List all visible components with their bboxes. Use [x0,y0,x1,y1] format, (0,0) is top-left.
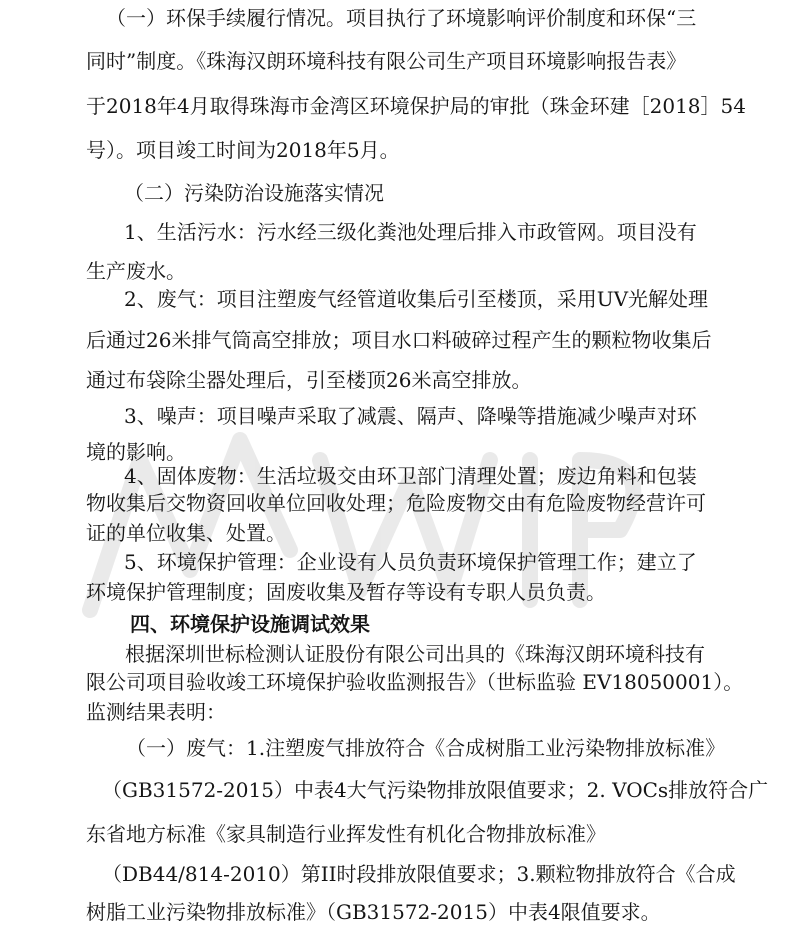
paragraph-line: （一）废气：1.注塑废气排放符合《合成树脂工业污染物排放标准》 [126,736,726,760]
paragraph-line: 环境保护管理制度；固废收集及暂存等设有专职人员负责。 [86,580,606,604]
paragraph-line: 根据深圳世标检测认证股份有限公司出具的《珠海汉朗环境科技有 [125,642,705,666]
section-heading: 四、环境保护设施调试效果 [130,612,370,636]
paragraph-line: 后通过26米排气筒高空排放；项目水口料破碎过程产生的颗粒物收集后 [86,328,712,352]
paragraph-line: 通过布袋除尘器处理后，引至楼顶26米高空排放。 [86,368,532,392]
paragraph-line: 于2018年4月取得珠海市金湾区环境保护局的审批（珠金环建［2018］54 [86,94,746,118]
paragraph-line: 东省地方标准《家具制造行业挥发性有机化合物排放标准》 [86,822,606,846]
paragraph-line: 同时”制度。《珠海汉朗环境科技有限公司生产项目环境影响报告表》 [86,49,687,73]
paragraph-line: 1、生活污水：污水经三级化粪池处理后排入市政管网。项目没有 [124,220,697,244]
paragraph-line: 5、环境保护管理：企业设有人员负责环境保护管理工作；建立了 [124,550,697,574]
paragraph-line: （DB44/814-2010）第II时段排放限值要求；3.颗粒物排放符合《合成 [102,862,736,886]
paragraph-line: 生产废水。 [86,259,186,283]
paragraph-line: 境的影响。 [86,440,186,464]
paragraph-line: 证的单位收集、处置。 [86,521,286,545]
paragraph-line: 树脂工业污染物排放标准》（GB31572-2015）中表4限值要求。 [86,900,661,924]
paragraph-line: 监测结果表明： [86,700,226,724]
paragraph-line: （一）环保手续履行情况。项目执行了环境影响评价制度和环保“三 [106,6,697,30]
paragraph-line: （GB31572-2015）中表4大气污染物排放限值要求；2. VOCs排放符合广 [102,778,769,802]
paragraph-line: 3、噪声：项目噪声采取了减震、隔声、降噪等措施减少噪声对环 [124,404,697,428]
paragraph-line: 2、废气：项目注塑废气经管道收集后引至楼顶，采用UV光解处理 [124,287,709,311]
paragraph-line: （二）污染防治设施落实情况 [124,181,384,205]
paragraph-line: 号）。项目竣工时间为2018年5月。 [86,138,400,162]
paragraph-line: 4、固体废物：生活垃圾交由环卫部门清理处置；废边角料和包装 [124,464,697,488]
paragraph-line: 限公司项目验收竣工环境保护验收监测报告》（世标监验 EV18050001）。 [86,670,744,694]
paragraph-line: 物收集后交物资回收单位回收处理；危险废物交由有危险废物经营许可 [86,491,706,515]
